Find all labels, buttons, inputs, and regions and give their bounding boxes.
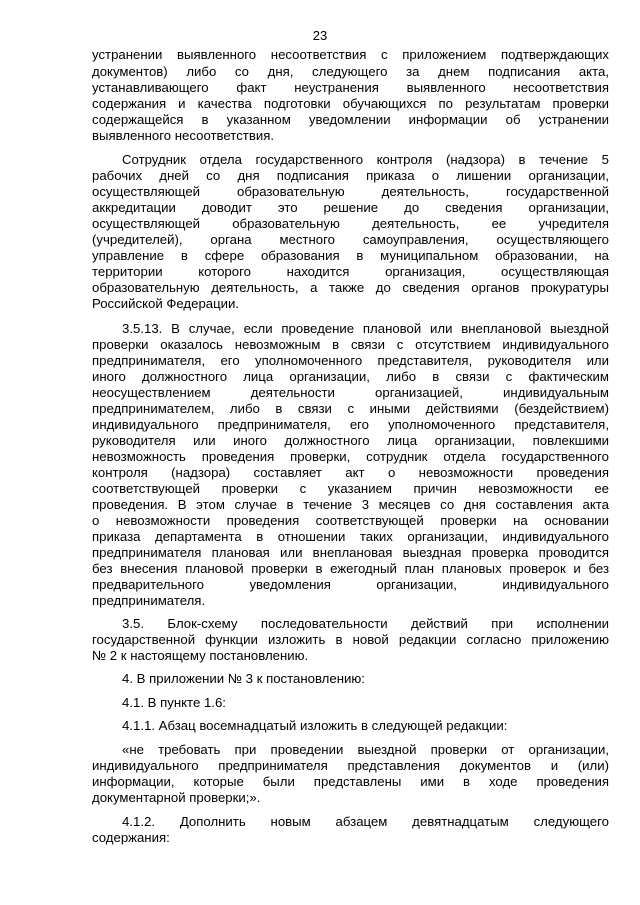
text-line: информации, которые были представлены ими в ходе проведения: [92, 774, 609, 789]
text-line: документов) либо со дня, следующего за днем подписания акта,: [92, 64, 609, 79]
text-line: без внесения плановой проверки в ежегодный план плановых проверок и без: [92, 561, 609, 576]
text-line: образовательную деятельность, а также до сведения органов прокуратуры: [92, 280, 609, 295]
text-line: предпринимателя, его уполномоченного представителя, руководителя или: [92, 353, 609, 368]
text-line: 3.5. Блок-схему последовательности действий при исполнении: [122, 616, 609, 631]
text-line: индивидуального предпринимателя представления документов и (или): [92, 758, 609, 773]
text-line: рабочих дней со дня подписания приказа о лишении организации,: [92, 168, 609, 183]
text-line: № 2 к настоящему постановлению.: [92, 648, 309, 663]
text-line: контроля (надзора) составляет акт о невозможности проведения: [92, 465, 609, 480]
text-line: руководителя или иного должностного лица организации, повлекшими: [92, 433, 609, 448]
text-line: проверки оказалось невозможным в связи с отсутствием индивидуального: [92, 337, 609, 352]
text-line: предпринимателем, либо в связи с иными действиями (бездействием): [92, 401, 609, 416]
text-line: осуществляющей образовательную деятельность, ее учредителя: [92, 216, 609, 231]
text-line: Сотрудник отдела государственного контроля (надзора) в течение 5: [122, 152, 609, 167]
text-line: устранении выявленного несоответствия с приложением подтверждающих: [92, 47, 609, 62]
text-line: содержания и качества подготовки обучающихся по результатам проверки: [92, 96, 609, 111]
text-line: территории которого находится организация, осуществляющая: [92, 264, 609, 279]
text-line: Российской Федерации.: [92, 296, 240, 311]
text-line: приказа департамента в отношении таких организации, индивидуального: [92, 529, 609, 544]
page-number: 23: [312, 28, 328, 43]
text-line: устанавливающего факт неустранения выявленного несоответствия: [92, 80, 609, 95]
text-line: управление в сфере образования в муниципальном образовании, на: [92, 248, 609, 263]
text-line: предварительного уведомления организации, индивидуального: [92, 577, 609, 592]
text-line: соответствующей проверки с указанием причин невозможности ее: [92, 481, 609, 496]
text-line: иного должностного лица организации, либо в связи с фактическим: [92, 369, 609, 384]
text-line: о невозможности проведения соответствующей проверки на основании: [92, 513, 609, 528]
text-line: документарной проверки;».: [92, 790, 261, 805]
text-line: предпринимателя.: [92, 593, 206, 608]
text-line: неосуществлением деятельности организацией, индивидуальным: [92, 385, 609, 400]
text-line: (учредителей), органа местного самоуправления, осуществляющего: [92, 232, 609, 247]
text-line: 4.1. В пункте 1.6:: [122, 695, 226, 710]
text-line: индивидуального предпринимателя, его уполномоченного представителя,: [92, 417, 609, 432]
text-line: 4.1.1. Абзац восемнадцатый изложить в следующей редакции:: [122, 718, 508, 733]
text-line: невозможность проведения проверки, сотрудник отдела государственного: [92, 449, 609, 464]
text-line: содержания:: [92, 830, 170, 845]
text-line: осуществляющей образовательную деятельность, государственной: [92, 184, 609, 199]
text-line: 3.5.13. В случае, если проведение плановой или внеплановой выездной: [122, 321, 609, 336]
text-line: аккредитации доводит это решение до сведения организации,: [92, 200, 609, 215]
text-line: 4. В приложении № 3 к постановлению:: [122, 671, 365, 686]
text-line: предпринимателя плановая или внеплановая выездная проверка проводится: [92, 545, 609, 560]
text-line: государственной функции изложить в новой редакции согласно приложению: [92, 632, 609, 647]
text-line: 4.1.2. Дополнить новым абзацем девятнадцатым следующего: [122, 814, 609, 829]
text-line: содержащейся в указанном уведомлении информации об устранении: [92, 112, 609, 127]
text-line: «не требовать при проведении выездной проверки от организации,: [122, 742, 609, 757]
text-line: выявленного несоответствия.: [92, 128, 275, 143]
text-line: проведения. В этом случае в течение 3 месяцев со дня составления акта: [92, 497, 609, 512]
